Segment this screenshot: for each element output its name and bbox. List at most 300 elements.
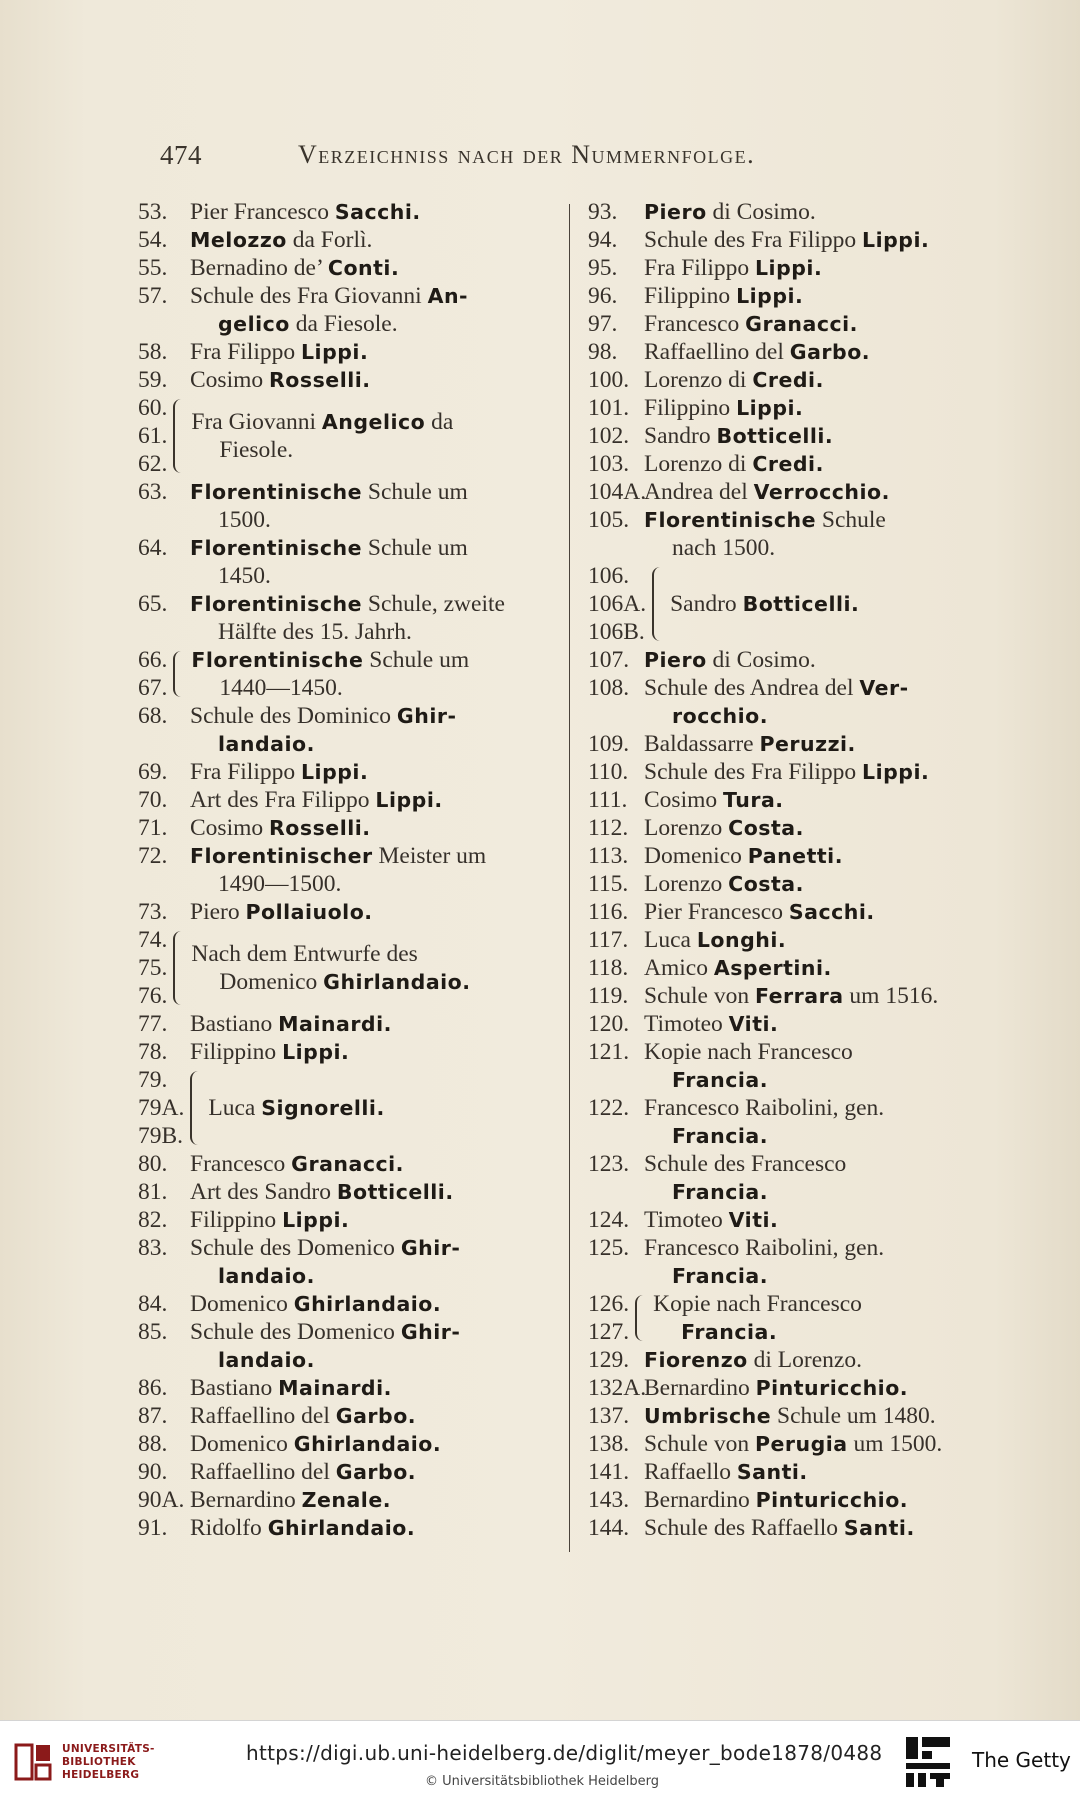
entry-number: 144. — [588, 1515, 630, 1541]
entry-text: Sandro — [644, 423, 717, 449]
entry-text: Schule um — [362, 479, 468, 505]
entry-line — [644, 506, 1008, 534]
entry-text: Schule des Fra Filippo — [644, 759, 863, 785]
artist-name: Rosselli. — [269, 816, 371, 840]
entry-text: Bernardino — [644, 1375, 756, 1401]
artist-name: Florentinische — [191, 648, 364, 672]
artist-name: Sacchi. — [334, 200, 421, 224]
artist-name: Tura. — [723, 788, 784, 812]
entry-line — [644, 422, 1008, 450]
entry-line — [644, 870, 1008, 898]
entry-text-block — [644, 1486, 1008, 1514]
left-column — [138, 198, 560, 1542]
catalogue-entry — [588, 1346, 1008, 1374]
entry-line — [190, 1206, 560, 1234]
curly-brace — [190, 1071, 200, 1145]
catalogue-entry — [588, 1458, 1008, 1486]
entry-text: Meister um — [372, 843, 487, 869]
entry-line — [190, 534, 560, 562]
artist-name: Garbo. — [335, 1460, 417, 1484]
artist-name: gelico — [218, 312, 290, 336]
artist-name: Santi. — [843, 1516, 915, 1540]
entry-text-block — [190, 1178, 560, 1206]
entry-line — [190, 1402, 560, 1430]
entry-text: Cosimo — [190, 815, 270, 841]
catalogue-entry — [138, 898, 560, 926]
entry-line — [644, 954, 1008, 982]
entry-text-block — [644, 1150, 1008, 1206]
curly-brace — [635, 1295, 645, 1341]
artist-name: An- — [427, 284, 469, 308]
entry-text-block — [644, 1458, 1008, 1486]
artist-name: Viti. — [728, 1208, 779, 1232]
entry-text: Schule von — [644, 1431, 755, 1457]
entry-text-block — [190, 814, 560, 842]
entry-text: Fra Filippo — [644, 255, 755, 281]
bracketed-entry-group — [138, 646, 560, 702]
artist-name: Ghirlandaio. — [293, 1292, 442, 1316]
entry-text-block — [190, 338, 560, 366]
entry-text: um 1500. — [847, 1431, 943, 1457]
entry-text: Piero — [190, 899, 246, 925]
entry-number: 138. — [588, 1431, 630, 1457]
artist-name: Florentinische — [644, 508, 817, 532]
catalogue-entry — [588, 1094, 1008, 1150]
entry-text-block — [644, 898, 1008, 926]
entry-text: da — [425, 409, 454, 435]
entry-text: Timoteo — [644, 1011, 729, 1037]
artist-name: Ghirlandaio. — [293, 1432, 442, 1456]
catalogue-entry — [588, 1486, 1008, 1514]
artist-name: Costa. — [728, 816, 804, 840]
entry-continuation-line — [190, 870, 560, 898]
entry-number: 106. — [588, 563, 630, 589]
catalogue-entry — [138, 842, 560, 898]
entry-text: Domenico — [644, 843, 748, 869]
entry-line — [644, 1374, 1008, 1402]
entry-continuation-line — [644, 1066, 1008, 1094]
entry-number: 122. — [588, 1095, 630, 1121]
entry-continuation-line — [644, 1262, 1008, 1290]
entry-text: Kopie nach Francesco — [644, 1039, 853, 1065]
entry-text: Schule um — [363, 647, 470, 673]
entry-text: Francesco — [190, 1151, 292, 1177]
entry-text-block — [190, 1514, 560, 1542]
entry-text: Schule des Dominico — [190, 703, 397, 729]
entry-text: di Cosimo. — [706, 199, 816, 225]
entry-number: 123. — [588, 1151, 630, 1177]
entry-text: Filippino — [190, 1039, 283, 1065]
permalink-url[interactable]: https://digi.ub.uni-heidelberg.de/diglit/meyer_bode1878/0488 — [246, 1741, 883, 1765]
entry-text: 1440—1450. — [219, 675, 343, 701]
artist-name: Peruzzi. — [759, 732, 856, 756]
entry-number: 53. — [138, 199, 168, 225]
entry-number: 72. — [138, 843, 168, 869]
entry-number-list — [138, 394, 167, 478]
entry-text-block — [190, 198, 560, 226]
catalogue-entry — [138, 226, 560, 254]
entry-text: Fiesole. — [219, 437, 294, 463]
entry-line — [190, 898, 560, 926]
entry-text: Sandro — [670, 591, 743, 617]
artist-name: Botticelli. — [716, 424, 834, 448]
entry-number: 70. — [138, 787, 168, 813]
entry-number: 77. — [138, 1011, 168, 1037]
entry-text-block — [190, 226, 560, 254]
entry-line — [191, 968, 560, 996]
catalogue-entry — [588, 730, 1008, 758]
entry-line — [644, 1010, 1008, 1038]
catalogue-entry — [138, 1486, 560, 1514]
entry-line — [190, 478, 560, 506]
entry-number: 119. — [588, 983, 629, 1009]
entry-continuation-line — [644, 702, 1008, 730]
entry-text: Timoteo — [644, 1207, 729, 1233]
entry-line — [644, 758, 1008, 786]
artist-name: Viti. — [728, 1012, 779, 1036]
entry-line — [190, 1290, 560, 1318]
entry-line — [190, 254, 560, 282]
entry-text: Bastiano — [190, 1011, 279, 1037]
entry-text-block — [191, 646, 560, 702]
catalogue-entry — [138, 1430, 560, 1458]
catalogue-entry — [138, 366, 560, 394]
artist-name: Perugia — [754, 1432, 848, 1456]
artist-name: Costa. — [728, 872, 804, 896]
entry-number: 85. — [138, 1319, 168, 1345]
entry-number: 102. — [588, 423, 630, 449]
entry-text: Pier Francesco — [644, 899, 789, 925]
entry-text: Raffaellino del — [644, 339, 790, 365]
artist-name: Signorelli. — [261, 1096, 385, 1120]
artist-name: Pinturicchio. — [755, 1488, 909, 1512]
entry-line — [644, 646, 1008, 674]
bracketed-entry-group — [588, 1290, 1008, 1346]
entry-line — [190, 1514, 560, 1542]
entry-number: 94. — [588, 227, 618, 253]
entry-line — [208, 1094, 560, 1122]
entry-text-block — [644, 282, 1008, 310]
entry-text: Art des Fra Filippo — [190, 787, 376, 813]
entry-text: Cosimo — [190, 367, 270, 393]
entry-text: di Cosimo. — [706, 647, 816, 673]
catalogue-entry — [138, 1010, 560, 1038]
entry-line — [644, 310, 1008, 338]
entry-text: Bernardino — [644, 1487, 756, 1513]
entry-number: 63. — [138, 479, 168, 505]
entry-number: 78. — [138, 1039, 168, 1065]
entry-continuation-line — [190, 730, 560, 758]
artist-name: Lippi. — [282, 1040, 350, 1064]
catalogue-entry — [138, 1150, 560, 1178]
entry-text: da Fiesole. — [289, 311, 398, 337]
entry-line — [190, 590, 560, 618]
entry-text: Nach dem Entwurfe des — [191, 941, 418, 967]
catalogue-entry — [588, 198, 1008, 226]
entry-number: 143. — [588, 1487, 630, 1513]
curly-brace — [173, 931, 183, 1005]
entry-number: 60. — [138, 395, 168, 421]
catalogue-entry — [588, 814, 1008, 842]
entry-text: Pier Francesco — [190, 199, 335, 225]
entry-number: 110. — [588, 759, 629, 785]
entry-number: 97. — [588, 311, 618, 337]
entry-line — [644, 982, 1008, 1010]
entry-text-block — [644, 730, 1008, 758]
artist-name: landaio. — [218, 1348, 315, 1372]
entry-text-block — [644, 1402, 1008, 1430]
entry-text: 1500. — [218, 507, 271, 533]
entry-number: 111. — [588, 787, 628, 813]
artist-name: Verrocchio. — [753, 480, 890, 504]
entry-number: 62. — [138, 451, 168, 477]
catalogue-entry — [138, 1514, 560, 1542]
catalogue-entry — [138, 1402, 560, 1430]
artist-name: Fiorenzo — [644, 1348, 748, 1372]
entry-line — [190, 1486, 560, 1514]
entry-number: 115. — [588, 871, 629, 897]
entry-number: 113. — [588, 843, 629, 869]
entry-text-block — [190, 1150, 560, 1178]
entry-text-block — [190, 1374, 560, 1402]
entry-number: 65. — [138, 591, 168, 617]
entry-number-list — [138, 926, 167, 1010]
entry-line — [190, 198, 560, 226]
entry-line — [191, 674, 560, 702]
entry-number: 127. — [588, 1319, 630, 1345]
entry-number: 107. — [588, 647, 630, 673]
entry-number: 54. — [138, 227, 168, 253]
entry-number: 61. — [138, 423, 168, 449]
entry-number: 103. — [588, 451, 630, 477]
entry-number: 95. — [588, 255, 618, 281]
entry-line — [190, 338, 560, 366]
entry-text-block — [644, 842, 1008, 870]
entry-text: Schule des Andrea del — [644, 675, 860, 701]
entry-number: 67. — [138, 675, 168, 701]
entry-text-block — [644, 198, 1008, 226]
entry-text-block — [190, 1486, 560, 1514]
catalogue-entry — [138, 534, 560, 590]
entry-text-block — [644, 954, 1008, 982]
entry-number: 118. — [588, 955, 629, 981]
entry-text: Schule des Raffaello — [644, 1515, 844, 1541]
entry-text: Francesco Raibolini, gen. — [644, 1095, 885, 1121]
entry-number: 57. — [138, 283, 168, 309]
entry-number: 100. — [588, 367, 630, 393]
catalogue-entry — [588, 646, 1008, 674]
entry-text-block — [190, 534, 560, 590]
entry-text: Filippino — [190, 1207, 283, 1233]
entry-text-block — [644, 226, 1008, 254]
entry-text-block — [644, 982, 1008, 1010]
artist-name: Florentinischer — [190, 844, 373, 868]
page-number: 474 — [160, 140, 202, 170]
entry-text: Bernardino — [190, 1487, 302, 1513]
catalogue-entry — [588, 310, 1008, 338]
entry-line — [190, 1038, 560, 1066]
artist-name: landaio. — [218, 732, 315, 756]
artist-name: Francia. — [681, 1320, 778, 1344]
entry-text-block — [190, 590, 560, 646]
artist-name: Lippi. — [736, 284, 804, 308]
entry-number: 98. — [588, 339, 618, 365]
entry-text: Schule des Fra Filippo — [644, 227, 863, 253]
entry-line — [190, 282, 560, 310]
entry-text: Schule des Domenico — [190, 1235, 401, 1261]
entry-continuation-line — [190, 1262, 560, 1290]
running-title: Verzeichniss nach der Nummernfolge. — [298, 140, 756, 169]
entry-text: Schule um 1480. — [771, 1403, 936, 1429]
catalogue-entry — [138, 758, 560, 786]
entry-line — [190, 1374, 560, 1402]
curly-brace — [173, 399, 183, 473]
entry-number: 68. — [138, 703, 168, 729]
entry-text: Schule des Domenico — [190, 1319, 401, 1345]
entry-text-block — [190, 1430, 560, 1458]
entry-number: 109. — [588, 731, 630, 757]
entry-text-block — [653, 1290, 1008, 1346]
entry-text: Lorenzo di — [644, 451, 753, 477]
entry-text: Schule des Francesco — [644, 1151, 847, 1177]
catalogue-entry — [138, 478, 560, 534]
artist-name: Lippi. — [282, 1208, 350, 1232]
catalogue-entry — [588, 926, 1008, 954]
artist-name: Granacci. — [291, 1152, 404, 1176]
catalogue-entry — [588, 758, 1008, 786]
catalogue-entry — [588, 254, 1008, 282]
entry-text-block — [644, 450, 1008, 478]
artist-name: Pinturicchio. — [755, 1376, 909, 1400]
artist-name: Ver- — [859, 676, 909, 700]
entry-line — [191, 940, 560, 968]
university-library-logo-icon — [12, 1741, 54, 1783]
entry-continuation-line — [190, 310, 560, 338]
entry-text-block — [190, 1458, 560, 1486]
entry-number: 126. — [588, 1291, 630, 1317]
catalogue-entry — [588, 982, 1008, 1010]
entry-line — [644, 254, 1008, 282]
entry-number: 141. — [588, 1459, 630, 1485]
entry-text-block — [190, 1010, 560, 1038]
entry-text-block — [190, 758, 560, 786]
entry-line — [644, 1458, 1008, 1486]
artist-name: Ghir- — [396, 704, 457, 728]
entry-line — [190, 226, 560, 254]
entry-number: 74. — [138, 927, 168, 953]
column-divider — [569, 204, 570, 1552]
catalogue-entry — [588, 394, 1008, 422]
catalogue-entry — [588, 1206, 1008, 1234]
catalogue-entry — [588, 1010, 1008, 1038]
entry-text-block — [644, 674, 1008, 730]
entry-number: 79B. — [138, 1123, 184, 1149]
artist-name: landaio. — [218, 1264, 315, 1288]
entry-text-block — [190, 254, 560, 282]
entry-line — [644, 1430, 1008, 1458]
entry-line — [190, 1178, 560, 1206]
artist-name: Garbo. — [789, 340, 871, 364]
artist-name: Florentinische — [190, 592, 363, 616]
artist-name: Credi. — [752, 452, 824, 476]
entry-text-block — [644, 1234, 1008, 1290]
bracketed-entry-group — [588, 562, 1008, 646]
entry-text: Domenico — [219, 969, 324, 995]
entry-continuation-line — [190, 1346, 560, 1374]
entry-text-block — [644, 870, 1008, 898]
catalogue-entry — [588, 954, 1008, 982]
entry-text-block — [191, 394, 560, 478]
entry-number: 132A. — [588, 1375, 647, 1401]
entry-text-block — [644, 1430, 1008, 1458]
entry-number: 116. — [588, 899, 629, 925]
entry-number: 79. — [138, 1067, 168, 1093]
entry-text-block — [644, 1206, 1008, 1234]
entry-text-block — [644, 1038, 1008, 1094]
bracketed-entry-group — [138, 1066, 560, 1150]
entry-text-block — [190, 1402, 560, 1430]
catalogue-entry — [588, 842, 1008, 870]
entry-number: 86. — [138, 1375, 168, 1401]
entry-number: 90A. — [138, 1487, 185, 1513]
getty-logo-icon — [904, 1735, 954, 1789]
entry-number: 93. — [588, 199, 618, 225]
artist-name: Piero — [644, 200, 707, 224]
entry-text-block — [644, 478, 1008, 506]
entry-line — [190, 1150, 560, 1178]
artist-name: Mainardi. — [278, 1012, 392, 1036]
entry-number: 106B. — [588, 619, 645, 645]
catalogue-entry — [588, 674, 1008, 730]
catalogue-entry — [138, 1318, 560, 1374]
entry-number: 88. — [138, 1431, 168, 1457]
entry-text: Bernadino de’ — [190, 255, 328, 281]
catalogue-entry — [588, 1402, 1008, 1430]
artist-name: Lippi. — [375, 788, 443, 812]
entry-line — [644, 1150, 1008, 1178]
entry-text: da Forlì. — [286, 227, 373, 253]
artist-name: Longhi. — [696, 928, 787, 952]
entry-line — [653, 1290, 1008, 1318]
entry-text: Domenico — [190, 1431, 294, 1457]
entry-number: 58. — [138, 339, 168, 365]
entry-number: 75. — [138, 955, 168, 981]
entry-number: 87. — [138, 1403, 168, 1429]
entry-text: Domenico — [190, 1291, 294, 1317]
artist-name: Mainardi. — [278, 1376, 392, 1400]
entry-text: Schule um — [362, 535, 468, 561]
entry-line — [190, 1234, 560, 1262]
entry-number: 59. — [138, 367, 168, 393]
catalogue-entry — [588, 366, 1008, 394]
artist-name: Rosselli. — [269, 368, 371, 392]
entry-text: Cosimo — [644, 787, 724, 813]
entry-number: 76. — [138, 983, 168, 1009]
catalogue-entry — [588, 1150, 1008, 1206]
artist-name: Lippi. — [754, 256, 823, 280]
entry-text: Baldassarre — [644, 731, 760, 757]
catalogue-entry — [138, 254, 560, 282]
entry-line — [644, 450, 1008, 478]
entry-line — [644, 898, 1008, 926]
artist-name: Ghirlandaio. — [267, 1516, 416, 1540]
entry-line — [644, 226, 1008, 254]
entry-text: Schule — [816, 507, 886, 533]
entry-line — [190, 1458, 560, 1486]
entry-text: Amico — [644, 955, 714, 981]
entry-text-block — [190, 1318, 560, 1374]
entry-number: 79A. — [138, 1095, 185, 1121]
